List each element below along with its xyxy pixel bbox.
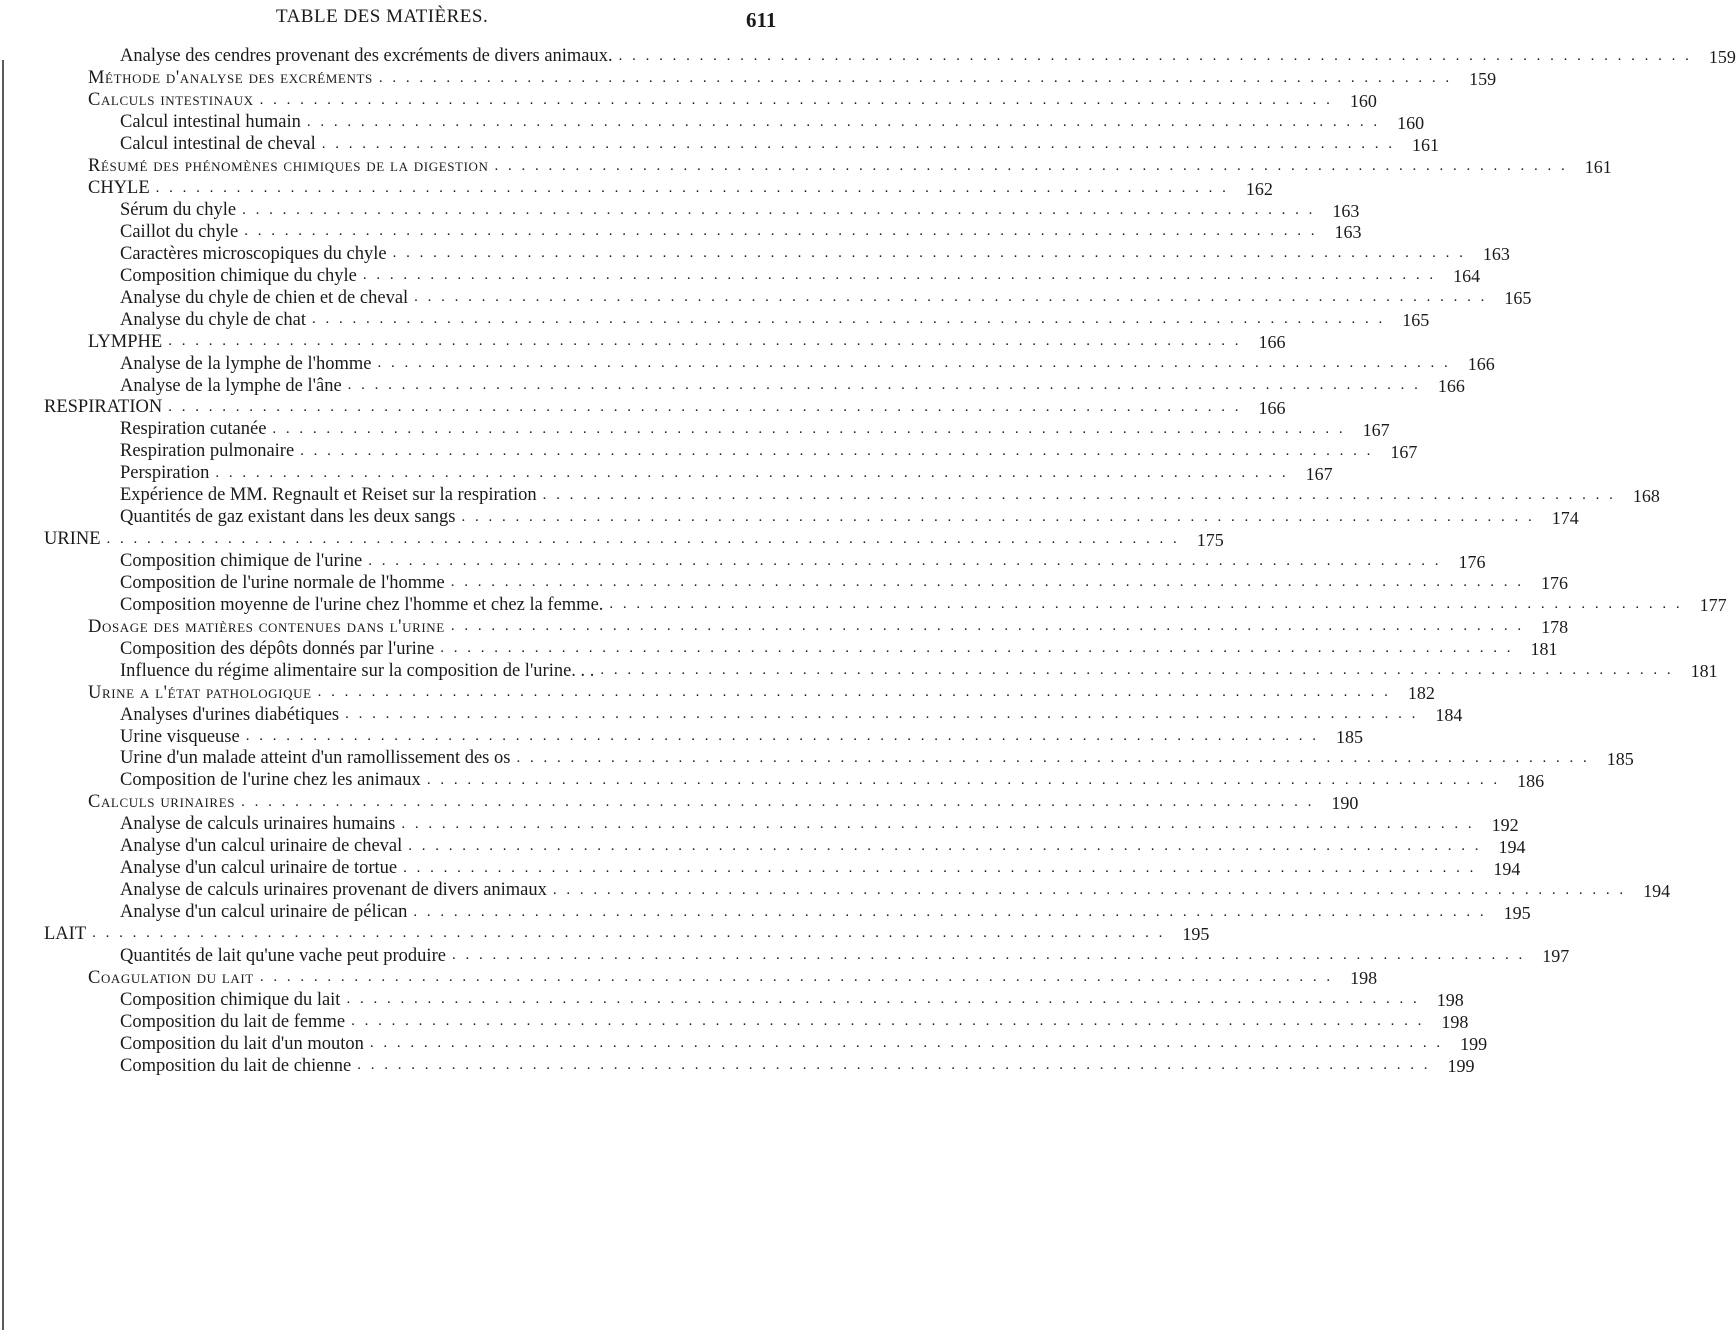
toc-entry [0, 922, 1210, 945]
toc-entry-title: Composition des dépôts donnés par l'urine [120, 638, 435, 659]
toc-entry-page: 163 [1334, 222, 1362, 243]
toc-entry-page: 164 [1453, 266, 1481, 287]
toc-entry [0, 154, 1612, 177]
toc-entry-title: Composition de l'urine chez les animaux [120, 770, 421, 791]
toc-entry-page: 175 [1196, 529, 1224, 550]
toc-entry [0, 461, 1333, 484]
toc-entry [0, 285, 1532, 309]
dot-leader: . . . . . . . . . . . . . . . . . . . . . . . . . . . . . . . . . . . . . . . . . . . . . . . . . . . . . . . . . . . . . . . . . . . . . . . . . . . . . . . . [242, 201, 1316, 218]
dot-leader: . . . . . . . . . . . . . . . . . . . . . . . . . . . . . . . . . . . . . . . . . . . . . . . . . . . . . . . . . . . . . . . . . . . . . . . . . . . . . . . . [377, 355, 1451, 372]
toc-entry-title: Composition chimique du lait [120, 989, 341, 1010]
toc-entry-title: CHYLE [88, 178, 150, 199]
toc-entry-title: Méthode d'analyse des excréments [88, 68, 373, 89]
toc-entry [0, 746, 1634, 769]
toc-entry-title: Composition moyenne de l'urine chez l'homme et chez la femme. [120, 594, 604, 615]
toc-entry-title: Calculs intestinaux [88, 90, 254, 111]
toc-entry-page: 178 [1541, 617, 1569, 638]
toc-entry-title: Composition du lait de femme [120, 1011, 346, 1032]
toc-entry [0, 483, 1660, 506]
toc-entry-page: 167 [1390, 441, 1418, 462]
toc-entry-page: 182 [1407, 683, 1435, 704]
dot-leader: . . . . . . . . . . . . . . . . . . . . . . . . . . . . . . . . . . . . . . . . . . . . . . . . . . . . . . . . . . . . . . . . . . . . . . . . . . . . . . . . [369, 1035, 1444, 1052]
toc-entry-page: 163 [1332, 200, 1360, 221]
toc-entry-page: 185 [1335, 727, 1363, 747]
toc-entry-page: 166 [1467, 354, 1495, 375]
dot-leader: . . . . . . . . . . . . . . . . . . . . . . . . . . . . . . . . . . . . . . . . . . . . . . . . . . . . . . . . . . . . . . . . . . . . . . . . . . . . . . . . [306, 113, 1381, 130]
dot-leader: . . . . . . . . . . . . . . . . . . . . . . . . . . . . . . . . . . . . . . . . . . . . . . . . . . . . . . . . . . . . . . . . . . . . . . . . . . . . . . . . [272, 420, 1346, 437]
toc-entry [0, 417, 1390, 440]
toc-entry-page: 162 [1245, 178, 1273, 199]
dot-leader: . . . . . . . . . . . . . . . . . . . . . . . . . . . . . . . . . . . . . . . . . . . . . . . . . . . . . . . . . . . . . . . . . . . . . . . . . . . . . . . . [426, 771, 1501, 788]
toc-entry-page: 186 [1517, 770, 1545, 791]
dot-leader: . . . . . . . . . . . . . . . . . . . . . . . . . . . . . . . . . . . . . . . . . . . . . . . . . . . . . . . . . . . . . . . . . . . . . . . . . . . . . . . . [244, 223, 1318, 240]
toc-entry [0, 834, 1526, 857]
toc-entry [0, 987, 1464, 1011]
toc-entry [0, 307, 1430, 331]
table-of-contents [0, 44, 1736, 1077]
toc-entry [0, 1031, 1488, 1055]
toc-entry [0, 680, 1435, 704]
toc-entry [0, 571, 1568, 594]
toc-entry-page: 199 [1447, 1056, 1475, 1077]
toc-entry-title: Perspiration [120, 463, 210, 484]
toc-entry-title: Calcul intestinal humain [120, 112, 301, 133]
dot-leader: . . . . . . . . . . . . . . . . . . . . . . . . . . . . . . . . . . . . . . . . . . . . . . . . . . . . . . . . . . . . . . . . . . . . . . . . . . . . . . . . [413, 903, 1487, 920]
toc-entry-page: 177 [1699, 595, 1727, 616]
toc-entry [0, 351, 1495, 375]
toc-entry-title: Analyse de la lymphe de l'âne [120, 375, 342, 396]
toc-entry [0, 965, 1378, 989]
toc-entry [0, 943, 1570, 967]
dot-leader: . . . . . . . . . . . . . . . . . . . . . . . . . . . . . . . . . . . . . . . . . . . . . . . . . . . . . . . . . . . . . . . . . . . . . . . . . . . . . . . . [245, 728, 1319, 744]
toc-entry [0, 614, 1569, 638]
toc-entry [0, 724, 1363, 747]
toc-entry-title: URINE [44, 529, 101, 550]
toc-entry-title: Calculs urinaires [88, 792, 236, 813]
dot-leader: . . . . . . . . . . . . . . . . . . . . . . . . . . . . . . . . . . . . . . . . . . . . . . . . . . . . . . . . . . . . . . . . . . . . . . . . . . . . . . . . [450, 574, 1524, 591]
dot-leader: . . . . . . . . . . . . . . . . . . . . . . . . . . . . . . . . . . . . . . . . . . . . . . . . . . . . . . . . . . . . . . . . . . . . . . . . . . . . . . . . [155, 179, 1229, 196]
toc-entry-title: Analyse de calculs urinaires provenant de divers animaux [120, 880, 547, 901]
toc-entry [0, 900, 1531, 923]
dot-leader: . . . . . . . . . . . . . . . . . . . . . . . . . . . . . . . . . . . . . . . . . . . . . . . . . . . . . . . . . . . . . . . . . . . . . . . . . . . . . . . . [317, 684, 1391, 701]
toc-entry-title: Analyse du chyle de chien et de cheval [120, 287, 409, 308]
toc-entry [0, 395, 1286, 418]
toc-entry-title: Sérum du chyle [120, 200, 237, 220]
toc-entry-title: Respiration cutanée [120, 419, 267, 440]
toc-entry-page: 167 [1305, 463, 1333, 484]
toc-entry [0, 329, 1286, 353]
toc-entry-title: Caillot du chyle [120, 221, 239, 242]
toc-entry-page: 168 [1632, 485, 1660, 506]
toc-entry [0, 373, 1465, 396]
toc-entry-page: 165 [1504, 288, 1532, 309]
toc-entry-title: Résumé des phénomènes chimiques de la digestion [88, 156, 489, 177]
toc-entry-title: Composition du lait de chienne [120, 1055, 352, 1076]
toc-entry [0, 1053, 1475, 1077]
toc-entry-page: 166 [1258, 397, 1286, 418]
toc-entry-page: 181 [1530, 639, 1558, 660]
toc-entry-title: RESPIRATION [44, 397, 163, 418]
dot-leader: . . . . . . . . . . . . . . . . . . . . . . . . . . . . . . . . . . . . . . . . . . . . . . . . . . . . . . . . . . . . . . . . . . . . . . . . . . . . . . . . [215, 464, 1289, 481]
dot-leader: . . . . . . . . . . . . . . . . . . . . . . . . . . . . . . . . . . . . . . . . . . . . . . . . . . . . . . . . . . . . . . . . . . . . . . . . . . . . . . . . [600, 662, 1674, 679]
toc-entry-page: 166 [1437, 376, 1465, 396]
toc-entry-title: Analyses d'urines diabétiques [120, 704, 340, 725]
dot-leader: . . . . . . . . . . . . . . . . . . . . . . . . . . . . . . . . . . . . . . . . . . . . . . . . . . . . . . . . . . . . . . . . . . . . . . . . . . . . . . . . [440, 640, 1514, 657]
dot-leader: . . . . . . . . . . . . . . . . . . . . . . . . . . . . . . . . . . . . . . . . . . . . . . . . . . . . . . . . . . . . . . . . . . . . . . . . . . . . . . . . [168, 398, 1242, 415]
toc-entry-title: Analyse d'un calcul urinaire de tortue [120, 858, 398, 879]
dot-leader: . . . . . . . . . . . . . . . . . . . . . . . . . . . . . . . . . . . . . . . . . . . . . . . . . . . . . . . . . . . . . . . . . . . . . . . . . . . . . . . . [351, 1013, 1425, 1030]
toc-entry-page: 165 [1402, 310, 1430, 331]
running-header [0, 4, 801, 32]
toc-entry-page: 176 [1458, 551, 1486, 572]
toc-entry-page: 190 [1331, 792, 1359, 813]
dot-leader: . . . . . . . . . . . . . . . . . . . . . . . . . . . . . . . . . . . . . . . . . . . . . . . . . . . . . . . . . . . . . . . . . . . . . . . . . . . . . . . . [92, 925, 1166, 942]
dot-leader: . . . . . . . . . . . . . . . . . . . . . . . . . . . . . . . . . . . . . . . . . . . . . . . . . . . . . . . . . . . . . . . . . . . . . . . . . . . . . . . . [494, 157, 1568, 174]
dot-leader: . . . . . . . . . . . . . . . . . . . . . . . . . . . . . . . . . . . . . . . . . . . . . . . . . . . . . . . . . . . . . . . . . . . . . . . . . . . . . . . . [345, 706, 1419, 723]
dot-leader: . . . . . . . . . . . . . . . . . . . . . . . . . . . . . . . . . . . . . . . . . . . . . . . . . . . . . . . . . . . . . . . . . . . . . . . . . . . . . . . . [414, 289, 1488, 306]
dot-leader: . . . . . . . . . . . . . . . . . . . . . . . . . . . . . . . . . . . . . . . . . . . . . . . . . . . . . . . . . . . . . . . . . . . . . . . . . . . . . . . . [241, 793, 1315, 810]
dot-leader: . . . . . . . . . . . . . . . . . . . . . . . . . . . . . . . . . . . . . . . . . . . . . . . . . . . . . . . . . . . . . . . . . . . . . . . . . . . . . . . . [311, 311, 1386, 328]
toc-entry [0, 110, 1425, 133]
dot-leader: . . . . . . . . . . . . . . . . . . . . . . . . . . . . . . . . . . . . . . . . . . . . . . . . . . . . . . . . . . . . . . . . . . . . . . . . . . . . . . . . [403, 859, 1477, 876]
toc-entry-title: Influence du régime alimentaire sur la composition de l'urine. . . [120, 660, 595, 681]
toc-entry-title: Urine d'un malade atteint d'un ramollissement des os [120, 748, 511, 769]
toc-entry-page: 166 [1258, 332, 1286, 353]
toc-entry-page: 194 [1493, 858, 1521, 879]
toc-entry [0, 636, 1558, 660]
toc-entry-page: 195 [1182, 924, 1210, 945]
toc-entry-title: Respiration pulmonaire [120, 441, 295, 462]
toc-entry [0, 439, 1418, 462]
dot-leader: . . . . . . . . . . . . . . . . . . . . . . . . . . . . . . . . . . . . . . . . . . . . . . . . . . . . . . . . . . . . . . . . . . . . . . . . . . . . . . . . [542, 486, 1616, 503]
toc-entry-page: 199 [1460, 1034, 1488, 1055]
dot-leader: . . . . . . . . . . . . . . . . . . . . . . . . . . . . . . . . . . . . . . . . . . . . . . . . . . . . . . . . . . . . . . . . . . . . . . . . . . . . . . . . [552, 881, 1627, 898]
toc-entry-title: Calcul intestinal de cheval [120, 134, 316, 155]
dot-leader: . . . . . . . . . . . . . . . . . . . . . . . . . . . . . . . . . . . . . . . . . . . . . . . . . . . . . . . . . . . . . . . . . . . . . . . . . . . . . . . . [347, 377, 1421, 393]
dot-leader: . . . . . . . . . . . . . . . . . . . . . . . . . . . . . . . . . . . . . . . . . . . . . . . . . . . . . . . . . . . . . . . . . . . . . . . . . . . . . . . . [461, 508, 1535, 525]
dot-leader: . . . . . . . . . . . . . . . . . . . . . . . . . . . . . . . . . . . . . . . . . . . . . . . . . . . . . . . . . . . . . . . . . . . . . . . . . . . . . . . . [346, 991, 1420, 1008]
toc-entry-page: 197 [1542, 946, 1570, 967]
dot-leader: . . . . . . . . . . . . . . . . . . . . . . . . . . . . . . . . . . . . . . . . . . . . . . . . . . . . . . . . . . . . . . . . . . . . . . . . . . . . . . . . [357, 1057, 1431, 1074]
toc-entry-page: 167 [1362, 419, 1390, 440]
toc-entry-page: 195 [1503, 902, 1531, 923]
dot-leader: . . . . . . . . . . . . . . . . . . . . . . . . . . . . . . . . . . . . . . . . . . . . . . . . . . . . . . . . . . . . . . . . . . . . . . . . . . . . . . . . [392, 245, 1466, 262]
toc-entry-title: Analyse d'un calcul urinaire de cheval [120, 836, 403, 857]
toc-entry-page: 159 [1708, 46, 1736, 67]
dot-leader: . . . . . . . . . . . . . . . . . . . . . . . . . . . . . . . . . . . . . . . . . . . . . . . . . . . . . . . . . . . . . . . . . . . . . . . . . . . . . . . . [321, 135, 1395, 152]
toc-entry [0, 198, 1360, 221]
toc-entry-page: 160 [1397, 112, 1425, 133]
toc-entry [0, 132, 1439, 155]
toc-entry-title: Composition chimique du chyle [120, 265, 357, 286]
toc-entry [0, 241, 1510, 265]
toc-entry [0, 790, 1359, 813]
toc-entry-title: Expérience de MM. Regnault et Reiset sur la respiration [120, 485, 537, 506]
toc-entry-title: Analyse des cendres provenant des excréments de divers animaux. [120, 46, 613, 67]
toc-entry-title: Analyse de la lymphe de l'homme [120, 353, 372, 374]
toc-entry-title: Caractères microscopiques du chyle [120, 243, 387, 264]
dot-leader: . . . . . . . . . . . . . . . . . . . . . . . . . . . . . . . . . . . . . . . . . . . . . . . . . . . . . . . . . . . . . . . . . . . . . . . . . . . . . . . . [368, 552, 1442, 569]
toc-entry-title: Composition du lait d'un mouton [120, 1033, 364, 1054]
toc-entry-title: LYMPHE [88, 331, 163, 352]
toc-entry [0, 812, 1519, 835]
dot-leader: . . . . . . . . . . . . . . . . . . . . . . . . . . . . . . . . . . . . . . . . . . . . . . . . . . . . . . . . . . . . . . . . . . . . . . . . . . . . . . . . [362, 267, 1437, 284]
toc-entry-page: 181 [1690, 661, 1718, 682]
toc-entry-page: 163 [1482, 244, 1510, 265]
toc-entry-page: 161 [1411, 134, 1439, 155]
toc-entry [0, 856, 1521, 879]
toc-entry [0, 1009, 1469, 1033]
toc-entry [0, 768, 1545, 791]
toc-entry [0, 176, 1273, 199]
toc-entry [0, 527, 1224, 550]
dot-leader: . . . . . . . . . . . . . . . . . . . . . . . . . . . . . . . . . . . . . . . . . . . . . . . . . . . . . . . . . . . . . . . . . . . . . . . . . . . . . . . . [609, 596, 1683, 613]
dot-leader: . . . . . . . . . . . . . . . . . . . . . . . . . . . . . . . . . . . . . . . . . . . . . . . . . . . . . . . . . . . . . . . . . . . . . . . . . . . . . . . . [300, 442, 1374, 459]
toc-entry [0, 220, 1362, 243]
toc-entry-page: 194 [1643, 880, 1671, 901]
toc-entry-title: Analyse d'un calcul urinaire de pélican [120, 902, 408, 922]
toc-entry-page: 198 [1350, 968, 1378, 989]
toc-entry-page: 174 [1551, 507, 1579, 528]
toc-entry-title: Dosage des matières contenues dans l'urine [88, 616, 445, 637]
toc-entry-page: 194 [1498, 836, 1526, 857]
toc-entry-page: 198 [1436, 990, 1464, 1011]
toc-entry [0, 263, 1481, 287]
toc-entry-title: Composition chimique de l'urine [120, 551, 363, 571]
dot-leader: . . . . . . . . . . . . . . . . . . . . . . . . . . . . . . . . . . . . . . . . . . . . . . . . . . . . . . . . . . . . . . . . . . . . . . . . . . . . . . . . [168, 333, 1242, 350]
toc-entry-page: 176 [1540, 573, 1568, 594]
dot-leader: . . . . . . . . . . . . . . . . . . . . . . . . . . . . . . . . . . . . . . . . . . . . . . . . . . . . . . . . . . . . . . . . . . . . . . . . . . . . . . . . [259, 969, 1334, 986]
toc-entry-page: 159 [1469, 68, 1497, 89]
dot-leader: . . . . . . . . . . . . . . . . . . . . . . . . . . . . . . . . . . . . . . . . . . . . . . . . . . . . . . . . . . . . . . . . . . . . . . . . . . . . . . . . [408, 837, 1482, 854]
toc-entry-title: Urine a l'état pathologique [88, 682, 312, 703]
running-title: TABLE DES MATIÈRES. [276, 6, 489, 27]
dot-leader: . . . . . . . . . . . . . . . . . . . . . . . . . . . . . . . . . . . . . . . . . . . . . . . . . . . . . . . . . . . . . . . . . . . . . . . . . . . . . . . . [259, 91, 1333, 108]
toc-entry-title: Coagulation du lait [88, 967, 254, 988]
toc-entry [0, 549, 1486, 572]
toc-entry-page: 185 [1606, 748, 1634, 769]
toc-entry [0, 878, 1671, 901]
dot-leader: . . . . . . . . . . . . . . . . . . . . . . . . . . . . . . . . . . . . . . . . . . . . . . . . . . . . . . . . . . . . . . . . . . . . . . . . . . . . . . . . [451, 947, 1526, 964]
dot-leader: . . . . . . . . . . . . . . . . . . . . . . . . . . . . . . . . . . . . . . . . . . . . . . . . . . . . . . . . . . . . . . . . . . . . . . . . . . . . . . . . [450, 618, 1525, 635]
toc-entry [0, 66, 1497, 89]
toc-entry [0, 44, 1736, 67]
toc-entry-title: Analyse de calculs urinaires humains [120, 814, 396, 835]
toc-entry-title: Quantités de lait qu'une vache peut produire [120, 945, 446, 966]
toc-entry [0, 702, 1463, 726]
toc-entry-page: 161 [1584, 156, 1612, 177]
dot-leader: . . . . . . . . . . . . . . . . . . . . . . . . . . . . . . . . . . . . . . . . . . . . . . . . . . . . . . . . . . . . . . . . . . . . . . . . . . . . . . . . [618, 47, 1692, 64]
toc-entry-title: LAIT [44, 923, 87, 944]
toc-entry [0, 592, 1727, 616]
dot-leader: . . . . . . . . . . . . . . . . . . . . . . . . . . . . . . . . . . . . . . . . . . . . . . . . . . . . . . . . . . . . . . . . . . . . . . . . . . . . . . . . [378, 69, 1453, 86]
toc-entry-page: 160 [1349, 90, 1377, 111]
toc-entry-title: Composition de l'urine normale de l'homme [120, 572, 445, 593]
toc-entry [0, 505, 1579, 528]
toc-entry-page: 184 [1435, 705, 1463, 726]
toc-entry-page: 192 [1491, 814, 1519, 835]
toc-entry-title: Quantités de gaz existant dans les deux sangs [120, 507, 456, 528]
toc-entry-page: 198 [1441, 1012, 1469, 1033]
dot-leader: . . . . . . . . . . . . . . . . . . . . . . . . . . . . . . . . . . . . . . . . . . . . . . . . . . . . . . . . . . . . . . . . . . . . . . . . . . . . . . . . [106, 530, 1180, 547]
toc-entry-title: Urine visqueuse [120, 726, 240, 747]
toc-entry [0, 658, 1718, 682]
toc-entry-title: Analyse du chyle de chat [120, 309, 306, 330]
dot-leader: . . . . . . . . . . . . . . . . . . . . . . . . . . . . . . . . . . . . . . . . . . . . . . . . . . . . . . . . . . . . . . . . . . . . . . . . . . . . . . . . [516, 749, 1590, 766]
dot-leader: . . . . . . . . . . . . . . . . . . . . . . . . . . . . . . . . . . . . . . . . . . . . . . . . . . . . . . . . . . . . . . . . . . . . . . . . . . . . . . . . [401, 815, 1475, 832]
toc-entry [0, 88, 1377, 111]
page-number: 611 [746, 8, 777, 32]
